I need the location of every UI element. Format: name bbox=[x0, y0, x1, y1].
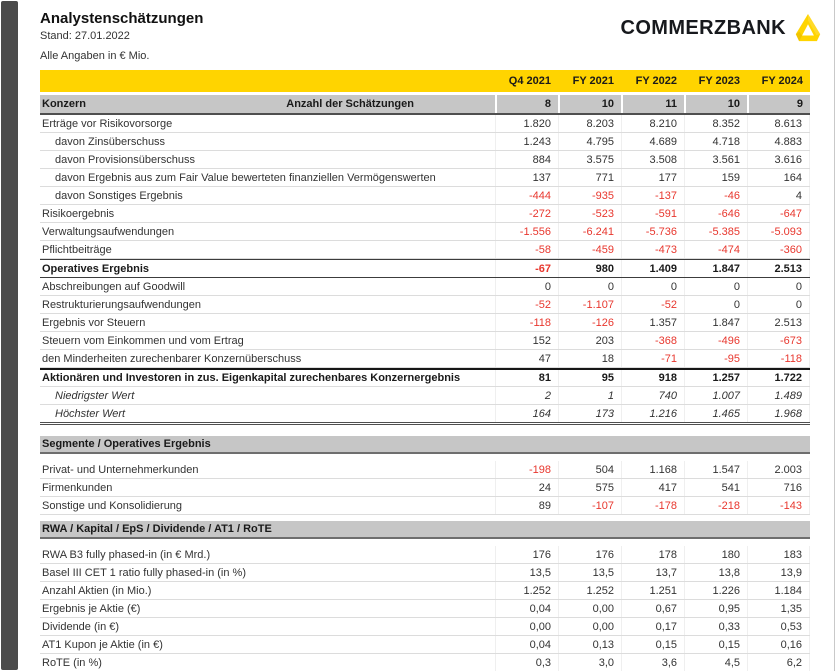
value-cell: 2.513 bbox=[747, 260, 810, 277]
value-cell: 164 bbox=[747, 169, 810, 186]
estimates-table bbox=[40, 70, 810, 671]
page-title: Analystenschätzungen bbox=[40, 10, 204, 27]
value-cell: 918 bbox=[621, 370, 684, 386]
row-label: Ergebnis je Aktie (€) bbox=[42, 602, 141, 615]
value-cell: -218 bbox=[684, 497, 747, 514]
value-cell: 1.489 bbox=[747, 387, 810, 404]
value-cell: 81 bbox=[495, 370, 558, 386]
value-cell: 417 bbox=[621, 479, 684, 496]
value-cell: -178 bbox=[621, 497, 684, 514]
table-row bbox=[40, 368, 810, 387]
value-cell: 1.252 bbox=[558, 582, 621, 599]
value-cell: 1.251 bbox=[621, 582, 684, 599]
column-header-fy-2023: FY 2023 bbox=[698, 75, 740, 87]
brand-wordmark: COMMERZBANK bbox=[620, 16, 786, 39]
table-row bbox=[40, 278, 810, 296]
value-cell: 1.216 bbox=[621, 405, 684, 422]
value-cell: -52 bbox=[495, 296, 558, 313]
group-header-label-wrap bbox=[42, 98, 495, 110]
row-label: davon Provisionsüberschuss bbox=[55, 153, 196, 166]
row-label: RoTE (in %) bbox=[42, 656, 102, 669]
value-cell: -1.107 bbox=[558, 296, 621, 313]
row-label: Dividende (in €) bbox=[42, 620, 120, 633]
value-cell: 6,2 bbox=[747, 654, 810, 671]
row-label: Abschreibungen auf Goodwill bbox=[42, 280, 186, 293]
value-cell: -143 bbox=[747, 497, 810, 514]
value-cell: -198 bbox=[495, 461, 558, 478]
value-cell: -591 bbox=[621, 205, 684, 222]
value-cell: -126 bbox=[558, 314, 621, 331]
row-label: Erträge vor Risikovorsorge bbox=[42, 117, 173, 130]
period-header-row bbox=[40, 70, 810, 92]
report-date: Stand: 27.01.2022 bbox=[40, 30, 130, 42]
value-cell: 13,5 bbox=[495, 564, 558, 581]
value-cell: 1.226 bbox=[684, 582, 747, 599]
value-cell: 24 bbox=[495, 479, 558, 496]
table-row bbox=[40, 314, 810, 332]
value-cell: 3,6 bbox=[621, 654, 684, 671]
table-row bbox=[40, 405, 810, 425]
value-cell: 13,5 bbox=[558, 564, 621, 581]
value-cell: 2 bbox=[495, 387, 558, 404]
value-cell: 1.252 bbox=[495, 582, 558, 599]
row-label: Restrukturierungsaufwendungen bbox=[42, 298, 201, 311]
value-cell: 13,7 bbox=[621, 564, 684, 581]
value-cell: -459 bbox=[558, 241, 621, 258]
value-cell: -1.556 bbox=[495, 223, 558, 240]
row-label: Sonstige und Konsolidierung bbox=[42, 499, 183, 512]
group-header-labels bbox=[40, 95, 495, 113]
table-row bbox=[40, 654, 810, 671]
value-cell: -647 bbox=[747, 205, 810, 222]
table-row bbox=[40, 259, 810, 278]
value-cell: -935 bbox=[558, 187, 621, 204]
value-cell: 176 bbox=[495, 546, 558, 563]
value-cell: 1 bbox=[558, 387, 621, 404]
value-cell: 0,3 bbox=[495, 654, 558, 671]
value-cell: 0,15 bbox=[684, 636, 747, 653]
table-row bbox=[40, 133, 810, 151]
value-cell: 0,53 bbox=[747, 618, 810, 635]
row-label: Niedrigster Wert bbox=[55, 389, 135, 402]
value-cell: 0,33 bbox=[684, 618, 747, 635]
estimate-count-cell: 8 bbox=[495, 95, 558, 113]
table-row bbox=[40, 461, 810, 479]
row-label: den Minderheiten zurechenbarer Konzernüberschuss bbox=[42, 352, 302, 365]
window-edge-strip bbox=[1, 1, 18, 670]
value-cell: 3.575 bbox=[558, 151, 621, 168]
value-cell: 4.718 bbox=[684, 133, 747, 150]
value-cell: -118 bbox=[747, 350, 810, 367]
value-cell: 203 bbox=[558, 332, 621, 349]
value-cell: -5.093 bbox=[747, 223, 810, 240]
value-cell: 4.795 bbox=[558, 133, 621, 150]
unit-note: Alle Angaben in € Mio. bbox=[40, 50, 150, 62]
column-header-fy-2024: FY 2024 bbox=[761, 75, 803, 87]
value-cell: 0,15 bbox=[621, 636, 684, 653]
table-row bbox=[40, 169, 810, 187]
value-cell: 0,95 bbox=[684, 600, 747, 617]
table-row bbox=[40, 205, 810, 223]
value-cell: 0,00 bbox=[495, 618, 558, 635]
value-cell: 164 bbox=[495, 405, 558, 422]
value-cell: 0,17 bbox=[621, 618, 684, 635]
value-cell: 13,9 bbox=[747, 564, 810, 581]
value-cell: 1.243 bbox=[495, 133, 558, 150]
value-cell: 740 bbox=[621, 387, 684, 404]
value-cell: -137 bbox=[621, 187, 684, 204]
section-gap bbox=[40, 425, 810, 430]
value-cell: -52 bbox=[621, 296, 684, 313]
period-header-spacer bbox=[40, 70, 495, 92]
row-label: Steuern vom Einkommen und vom Ertrag bbox=[42, 334, 244, 347]
value-cell: 0,04 bbox=[495, 600, 558, 617]
value-cell: -58 bbox=[495, 241, 558, 258]
value-cell: -118 bbox=[495, 314, 558, 331]
value-cell: 716 bbox=[747, 479, 810, 496]
table-row bbox=[40, 151, 810, 169]
value-cell: 4.689 bbox=[621, 133, 684, 150]
value-cell: -67 bbox=[495, 260, 558, 277]
value-cell: -46 bbox=[684, 187, 747, 204]
value-cell: 177 bbox=[621, 169, 684, 186]
value-cell: 0,00 bbox=[558, 600, 621, 617]
table-row bbox=[40, 296, 810, 314]
value-cell: -6.241 bbox=[558, 223, 621, 240]
window-edge-line bbox=[834, 0, 835, 671]
row-label: Firmenkunden bbox=[42, 481, 113, 494]
column-header-fy-2021: FY 2021 bbox=[572, 75, 614, 87]
report-page bbox=[40, 10, 810, 671]
section-header-rwa: RWA / Kapital / EpS / Dividende / AT1 / RoTE bbox=[40, 521, 810, 539]
value-cell: 4 bbox=[747, 187, 810, 204]
row-label: Verwaltungsaufwendungen bbox=[42, 225, 175, 238]
table-row bbox=[40, 115, 810, 133]
value-cell: 1.847 bbox=[684, 260, 747, 277]
value-cell: -473 bbox=[621, 241, 684, 258]
value-cell: 1.184 bbox=[747, 582, 810, 599]
row-label: Ergebnis vor Steuern bbox=[42, 316, 146, 329]
value-cell: 1.847 bbox=[684, 314, 747, 331]
value-cell: 504 bbox=[558, 461, 621, 478]
value-cell: -5.736 bbox=[621, 223, 684, 240]
value-cell: 159 bbox=[684, 169, 747, 186]
value-cell: 8.203 bbox=[558, 115, 621, 132]
value-cell: 1.547 bbox=[684, 461, 747, 478]
value-cell: 176 bbox=[558, 546, 621, 563]
value-cell: -444 bbox=[495, 187, 558, 204]
row-label: Basel III CET 1 ratio fully phased-in (in %) bbox=[42, 566, 246, 579]
value-cell: 137 bbox=[495, 169, 558, 186]
value-cell: 1.968 bbox=[747, 405, 810, 422]
value-cell: -673 bbox=[747, 332, 810, 349]
group-title: Konzern bbox=[42, 98, 86, 110]
value-cell: 3.561 bbox=[684, 151, 747, 168]
estimate-count-cell: 11 bbox=[621, 95, 684, 113]
value-cell: 47 bbox=[495, 350, 558, 367]
value-cell: 8.210 bbox=[621, 115, 684, 132]
row-label: Aktionären und Investoren in zus. Eigenkapital zurechenbares Konzernergebnis bbox=[42, 372, 461, 384]
value-cell: 1.465 bbox=[684, 405, 747, 422]
table-row bbox=[40, 187, 810, 205]
row-label: AT1 Kupon je Aktie (in €) bbox=[42, 638, 163, 651]
table-row bbox=[40, 582, 810, 600]
value-cell: -496 bbox=[684, 332, 747, 349]
value-cell: 4,5 bbox=[684, 654, 747, 671]
estimate-count-label: Anzahl der Schätzungen bbox=[286, 98, 414, 110]
table-row bbox=[40, 497, 810, 515]
value-cell: 18 bbox=[558, 350, 621, 367]
value-cell: 1,35 bbox=[747, 600, 810, 617]
value-cell: 0 bbox=[621, 278, 684, 295]
row-label: davon Zinsüberschuss bbox=[55, 135, 166, 148]
value-cell: 0 bbox=[684, 278, 747, 295]
table-row bbox=[40, 618, 810, 636]
brand-block bbox=[621, 13, 824, 43]
value-cell: 1.722 bbox=[747, 370, 810, 386]
value-cell: 1.357 bbox=[621, 314, 684, 331]
value-cell: -523 bbox=[558, 205, 621, 222]
value-cell: -272 bbox=[495, 205, 558, 222]
value-cell: 1.007 bbox=[684, 387, 747, 404]
value-cell: 575 bbox=[558, 479, 621, 496]
value-cell: -107 bbox=[558, 497, 621, 514]
row-label: RWA B3 fully phased-in (in € Mrd.) bbox=[42, 548, 211, 561]
value-cell: 3.508 bbox=[621, 151, 684, 168]
commerzbank-ribbon-icon bbox=[793, 13, 823, 43]
estimate-count-cell: 10 bbox=[684, 95, 747, 113]
value-cell: 89 bbox=[495, 497, 558, 514]
column-header-q4-2021: Q4 2021 bbox=[508, 75, 551, 87]
value-cell: -360 bbox=[747, 241, 810, 258]
table-row bbox=[40, 387, 810, 405]
table-row bbox=[40, 564, 810, 582]
value-cell: 4.883 bbox=[747, 133, 810, 150]
value-cell: 13,8 bbox=[684, 564, 747, 581]
value-cell: 1.168 bbox=[621, 461, 684, 478]
row-label: davon Sonstiges Ergebnis bbox=[55, 189, 183, 202]
value-cell: 0,04 bbox=[495, 636, 558, 653]
value-cell: 0 bbox=[684, 296, 747, 313]
value-cell: 2.003 bbox=[747, 461, 810, 478]
row-label: Höchster Wert bbox=[55, 407, 126, 420]
value-cell: 0 bbox=[558, 278, 621, 295]
value-cell: 0,67 bbox=[621, 600, 684, 617]
column-header-fy-2022: FY 2022 bbox=[635, 75, 677, 87]
row-label: Anzahl Aktien (in Mio.) bbox=[42, 584, 152, 597]
value-cell: -474 bbox=[684, 241, 747, 258]
value-cell: 2.513 bbox=[747, 314, 810, 331]
row-label: davon Ergebnis aus zum Fair Value bewerteten finanziellen Vermögenswerten bbox=[55, 171, 436, 184]
row-label: Pflichtbeiträge bbox=[42, 243, 112, 256]
value-cell: 3.616 bbox=[747, 151, 810, 168]
value-cell: 541 bbox=[684, 479, 747, 496]
value-cell: 0,16 bbox=[747, 636, 810, 653]
table-row bbox=[40, 600, 810, 618]
row-label: Risikoergebnis bbox=[42, 207, 115, 220]
table-row bbox=[40, 332, 810, 350]
table-row bbox=[40, 636, 810, 654]
value-cell: 1.257 bbox=[684, 370, 747, 386]
value-cell: -5.385 bbox=[684, 223, 747, 240]
value-cell: 0 bbox=[747, 278, 810, 295]
value-cell: 771 bbox=[558, 169, 621, 186]
value-cell: 884 bbox=[495, 151, 558, 168]
estimate-count-cell: 9 bbox=[747, 95, 810, 113]
value-cell: 173 bbox=[558, 405, 621, 422]
value-cell: -95 bbox=[684, 350, 747, 367]
estimate-count-cell: 10 bbox=[558, 95, 621, 113]
value-cell: 183 bbox=[747, 546, 810, 563]
table-row bbox=[40, 241, 810, 259]
value-cell: 980 bbox=[558, 260, 621, 277]
group-header-row bbox=[40, 95, 810, 115]
row-label: Privat- und Unternehmerkunden bbox=[42, 463, 199, 476]
value-cell: -368 bbox=[621, 332, 684, 349]
value-cell: 0,13 bbox=[558, 636, 621, 653]
value-cell: 8.613 bbox=[747, 115, 810, 132]
value-cell: 0 bbox=[747, 296, 810, 313]
value-cell: 95 bbox=[558, 370, 621, 386]
table-row bbox=[40, 479, 810, 497]
value-cell: 152 bbox=[495, 332, 558, 349]
value-cell: 178 bbox=[621, 546, 684, 563]
value-cell: 8.352 bbox=[684, 115, 747, 132]
value-cell: -646 bbox=[684, 205, 747, 222]
value-cell: 180 bbox=[684, 546, 747, 563]
value-cell: 0,00 bbox=[558, 618, 621, 635]
row-label: Operatives Ergebnis bbox=[42, 262, 149, 275]
value-cell: 0 bbox=[495, 278, 558, 295]
value-cell: 1.820 bbox=[495, 115, 558, 132]
value-cell: 1.409 bbox=[621, 260, 684, 277]
table-row bbox=[40, 546, 810, 564]
table-row bbox=[40, 223, 810, 241]
section-header-segmente: Segmente / Operatives Ergebnis bbox=[40, 436, 810, 454]
table-row bbox=[40, 350, 810, 368]
value-cell: 3,0 bbox=[558, 654, 621, 671]
value-cell: -71 bbox=[621, 350, 684, 367]
